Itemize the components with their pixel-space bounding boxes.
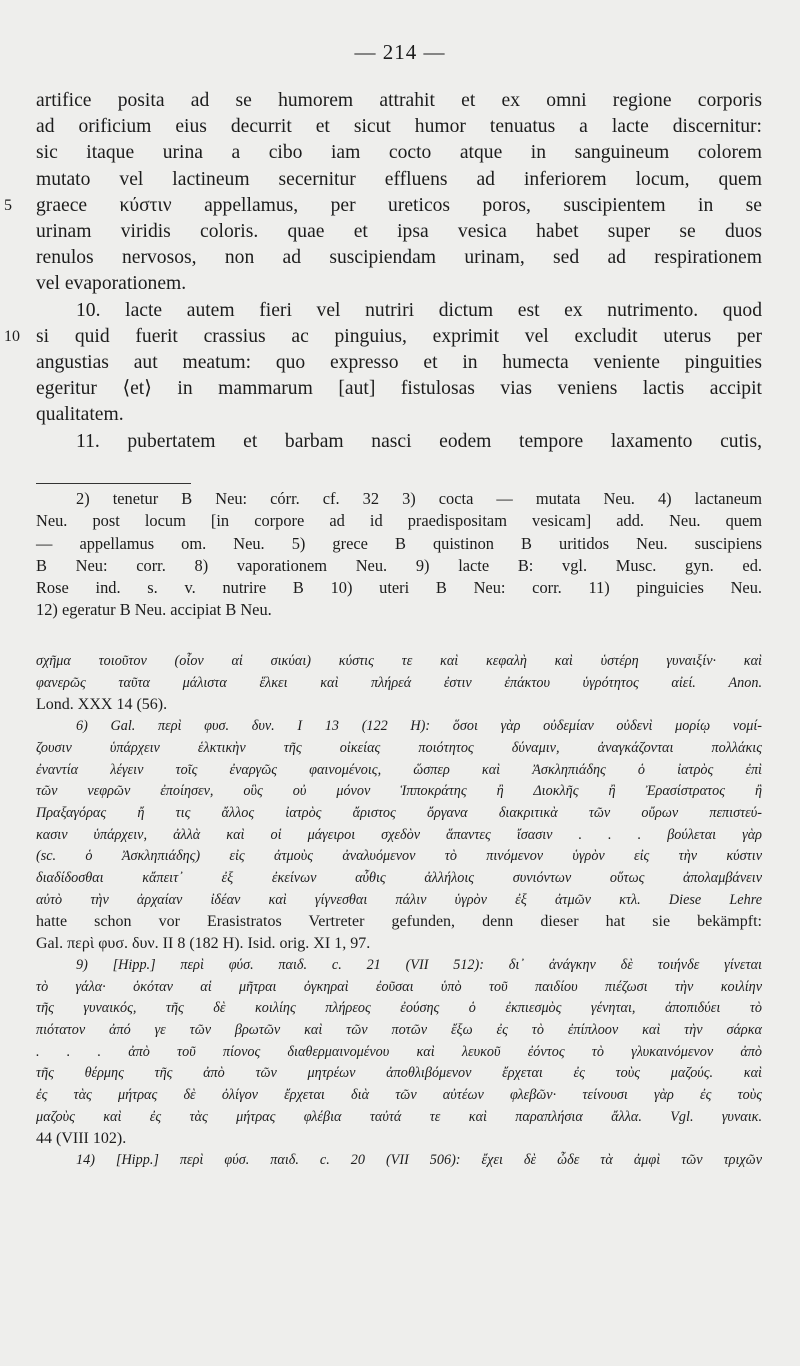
main-line: vel evaporationem. [36,273,187,295]
commentary-line: σχῆμα τοιοῦτον (οἷον αἱ σικύαι) κύστις τε καὶ κεφαλὴ καὶ ὑστέρη γυναιξίν· καὶ [36,653,762,669]
main-text [4,88,762,455]
commentary-line: τῆς θέρμης τῆς ἀπὸ τῶν μητρέων ἀποθλιβόμενον ἔρχεται ἐς τοὺς μαζούς. καὶ [36,1065,762,1082]
commentary-line: 6) Gal. περὶ φυσ. δυν. I 13 (122 H): ὅσοι γὰρ οὐδεμίαν οὐδενὶ μορίῳ νομί- [76,718,762,735]
commentary-line: (sc. ὁ Ἀσκληπιάδης) εἰς ἀτμοὺς ἀναλυόμενον τὸ πινόμενον ὑγρὸν εἰς τὴν κύστιν [36,848,762,865]
commentary-line: hatte schon vor Erasistratos Vertreter gefunden, denn dieser hat sie bekämpft: [36,913,762,931]
commentary-line: κασιν ὑπάρχειν, ἀλλὰ καὶ οἱ μάγειροι σχεδὸν ἅπαντες ἴσασιν . . . βούλεται γὰρ [36,826,762,843]
line-number: 10 [4,327,20,345]
footnote-rule [36,483,191,484]
main-line: angustias aut meatum: quo expresso et in humecta veniente pinguities [36,352,762,374]
main-line: 5 graece κύστιν appellamus, per ureticos poros, suscipientem in se [36,193,762,219]
commentary-line: πιότατον ἀπό γε τῶν βρωτῶν καὶ τῶν ποτῶν ἔξω ἐς τὸ ἐπίπλοον καὶ τὴν σάρκα [36,1021,762,1038]
main-line: 10 si quid fuerit crassius ac pinguius, exprimit vel excludit uterus per [36,324,762,350]
line-number: 5 [4,196,12,214]
main-line: 10. lacte autem fieri vel nutriri dictum est ex nutrimento. quod [76,299,762,321]
apparatus-line: Rose ind. s. v. nutrire B 10) uteri B Neu: corr. 11) pinguicies Neu. [36,578,762,598]
apparatus-line: Neu. post locum [in corpore ad id praedispositam vesicam] add. Neu. quem [36,511,762,531]
commentary-line: φανερῶς ταῦτα μάλιστα ἕλκει καὶ πλήρεά ἐστιν ἐπάκτου ὑγρότητος αἰεί. Anon. [36,674,762,691]
main-line: artifice posita ad se humorem attrahit et ex omni regione corporis [36,90,762,111]
commentary-line: 14) [Hipp.] περὶ φύσ. παιδ. c. 20 (VII 506): ἔχει δὲ ὧδε τὰ ἀμφὶ τῶν τριχῶν [76,1152,762,1169]
commentary-line: . . . ἀπὸ τοῦ πίονος διαθερμαινομένου καὶ λευκοῦ ἐόντος τὸ γλυκαινόμενον ἀπὸ [36,1043,762,1060]
main-line: mutato vel lactineum secernitur effluens ad inferiorem locum, quem [36,168,762,190]
commentary-line: ἐς τὰς μήτρας δὲ ὀλίγον ἔρχεται διὰ τῶν αὐτέων φλεβῶν· τείνουσι γὰρ ἐς τοὺς [36,1087,762,1104]
commentary-line: τῶν νεφρῶν ἐποίησεν, οὓς οὐ μόνον Ἱπποκράτης ἢ Διοκλῆς ἢ Ἐρασίστρατος ἢ [36,783,762,800]
apparatus-line: B Neu: corr. 8) vaporationem Neu. 9) lacte B: vgl. Musc. gyn. ed. [36,555,762,575]
main-line: qualitatem. [36,404,124,426]
main-line: sic itaque urina a cibo iam cocto atque in sanguineum colorem [36,142,762,164]
page-number: — 214 — [354,40,446,64]
commentary-line: ζουσιν ὑπάρχειν ἑλκτικὴν τῆς οἰκείας ποιότητος δύναμιν, ἀναγκάζονται πολλάκις [36,739,762,756]
commentary-line: αὐτὸ τὴν ἀρχαίαν ἰδέαν καὶ γίγνεσθαι πάλιν ὑγρὸν ἐξ ἀτμῶν κτλ. Diese Lehre [36,891,762,908]
commentary-line: 9) [Hipp.] περὶ φύσ. παιδ. c. 21 (VII 512): δι᾽ ἀνάγκην δὲ τοιήνδε γίνεται [76,956,762,973]
commentary-line: Lond. XXX 14 (56). [36,696,168,714]
critical-apparatus [36,488,762,622]
commentary [36,651,762,1172]
main-line: ad orificium eius decurrit et sicut humor tenuatus a lacte discernitur: [36,116,762,138]
apparatus-line: 2) tenetur B Neu: córr. cf. 32 3) cocta — mutata Neu. 4) lactaneum [76,489,762,508]
commentary-line: Gal. περὶ φυσ. δυν. II 8 (182 H). Isid. orig. XI 1, 97. [36,935,371,953]
commentary-line: τὸ γάλα· ὁκόταν αἱ μῆτραι ὀγκηραὶ ἐοῦσαι ὑπὸ τοῦ παιδίου πιέζωσι τὴν κοιλίην [36,978,762,995]
commentary-line: Πραξαγόρας ἤ τις ἄλλος ἰατρὸς ἄριστος ὄργανα διακριτικὰ τῶν οὔρων πεπιστεύ- [36,804,762,821]
main-line: renulos nervosos, non ad suscipiendam urinam, sed ad respirationem [36,247,762,269]
main-line: 11. pubertatem et barbam nasci eodem tempore laxamento cutis, [76,430,762,452]
commentary-line: ἐναντία λέγειν τοῖς ἐναργῶς φαινομένοις, ὥσπερ καὶ Ἀσκληπιάδης ὁ ἰατρὸς ἐπὶ [36,761,762,778]
commentary-line: 44 (VIII 102). [36,1130,127,1148]
commentary-line: διαδίδοσθαι κἄπειτ᾽ ἐξ ἐκείνων αὖθις ἀλλήλοις συνιόντων οὕτως ἀπολαμβάνειν [36,870,762,887]
apparatus-line: — appellamus om. Neu. 5) grece B quistinon B uritidos Neu. suscipiens [36,533,762,553]
main-line: urinam viridis coloris. quae et ipsa vesica habet super se duos [36,221,762,243]
commentary-line: τῆς γυναικός, τῆς δὲ κοιλίης πλήρεος ἐούσης ὁ ἐκπιεσμὸς γένηται, ἀποπιδύει τὸ [36,1000,762,1017]
main-line: egeritur ⟨et⟩ in mammarum [aut] fistulosas vias veniens lactis accipit [36,378,762,400]
commentary-line: μαζοὺς καὶ ἐς τὰς μήτρας φλέβια ταὐτά τε καὶ παραπλήσια ἄλλα. Vgl. γυναικ. [36,1108,762,1125]
apparatus-line: 12) egeratur B Neu. accipiat B Neu. [36,600,272,620]
